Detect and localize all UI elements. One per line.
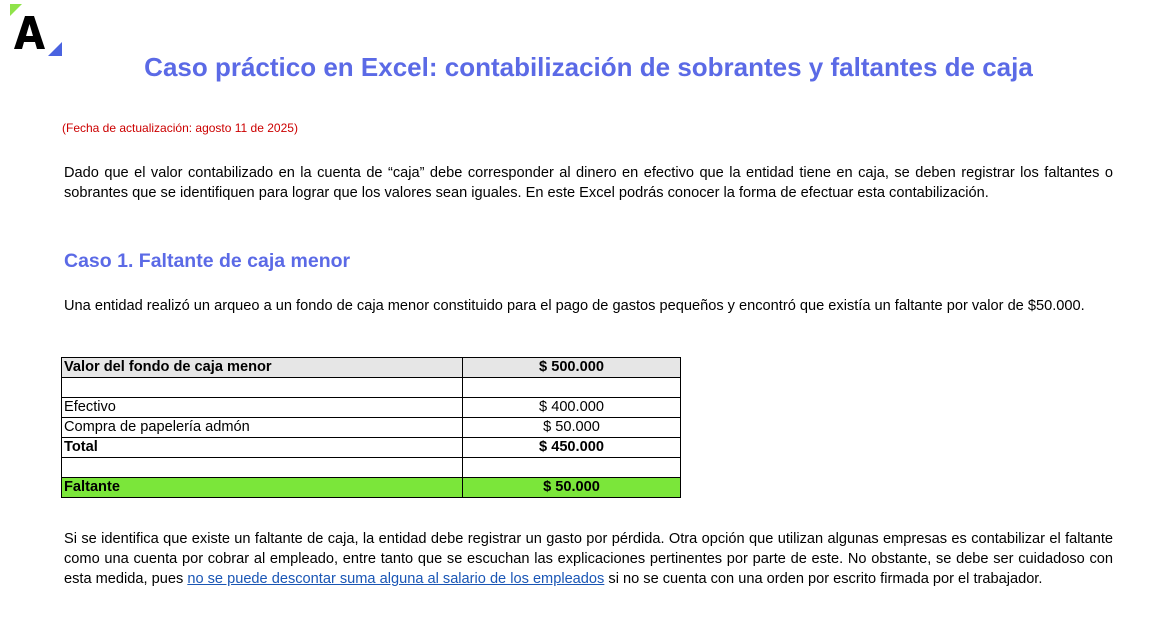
cash-fund-table bbox=[61, 357, 681, 498]
closing-text-before: Si se identifica que existe un faltante de caja, la entidad debe registrar un gasto por pérdida. Otra opción que utilizan algunas empresas es contabilizar el faltante como una cuenta por cobrar al empleado, entre tanto que se escuchan las explicaciones pertinentes por parte de este. No obstante, se debe ser cuidadoso con esta medida, pues bbox=[64, 531, 1113, 587]
closing-paragraph bbox=[64, 529, 1113, 589]
row-value: $ 400.000 bbox=[463, 398, 681, 418]
table-row bbox=[62, 358, 681, 378]
row-value bbox=[463, 458, 681, 478]
table-row bbox=[62, 478, 681, 498]
row-value bbox=[463, 378, 681, 398]
row-value: $ 50.000 bbox=[463, 478, 681, 498]
closing-text-after: si no se cuenta con una orden por escrito firmada por el trabajador. bbox=[608, 571, 1043, 587]
table-row bbox=[62, 398, 681, 418]
table-row bbox=[62, 378, 681, 398]
salary-deduction-link[interactable]: no se puede descontar suma alguna al salario de los empleados bbox=[187, 571, 605, 587]
row-label: Faltante bbox=[62, 478, 463, 498]
table-row bbox=[62, 458, 681, 478]
row-label: Compra de papelería admón bbox=[62, 418, 463, 438]
row-value: $ 50.000 bbox=[463, 418, 681, 438]
row-label: Efectivo bbox=[62, 398, 463, 418]
case1-heading: Caso 1. Faltante de caja menor bbox=[64, 250, 351, 272]
table-row bbox=[62, 438, 681, 458]
row-label: Total bbox=[62, 438, 463, 458]
row-value: $ 500.000 bbox=[463, 358, 681, 378]
row-label: Valor del fondo de caja menor bbox=[62, 358, 463, 378]
intro-paragraph: Dado que el valor contabilizado en la cuenta de “caja” debe corresponder al dinero en efectivo que la entidad tiene en caja, se deben registrar los faltantes o sobrantes que se identifiquen para lograr que los valores sean iguales. En este Excel podrás conocer la forma de efectuar esta contabilización. bbox=[64, 165, 1113, 201]
table-row bbox=[62, 418, 681, 438]
update-date: (Fecha de actualización: agosto 11 de 2025) bbox=[62, 121, 298, 135]
row-label bbox=[62, 458, 463, 478]
case1-description: Una entidad realizó un arqueo a un fondo de caja menor constituido para el pago de gastos pequeños y encontró que existía un faltante por valor de $50.000. bbox=[64, 298, 1085, 314]
row-value: $ 450.000 bbox=[463, 438, 681, 458]
page-title: Caso práctico en Excel: contabilización de sobrantes y faltantes de caja bbox=[144, 52, 1033, 82]
row-label bbox=[62, 378, 463, 398]
